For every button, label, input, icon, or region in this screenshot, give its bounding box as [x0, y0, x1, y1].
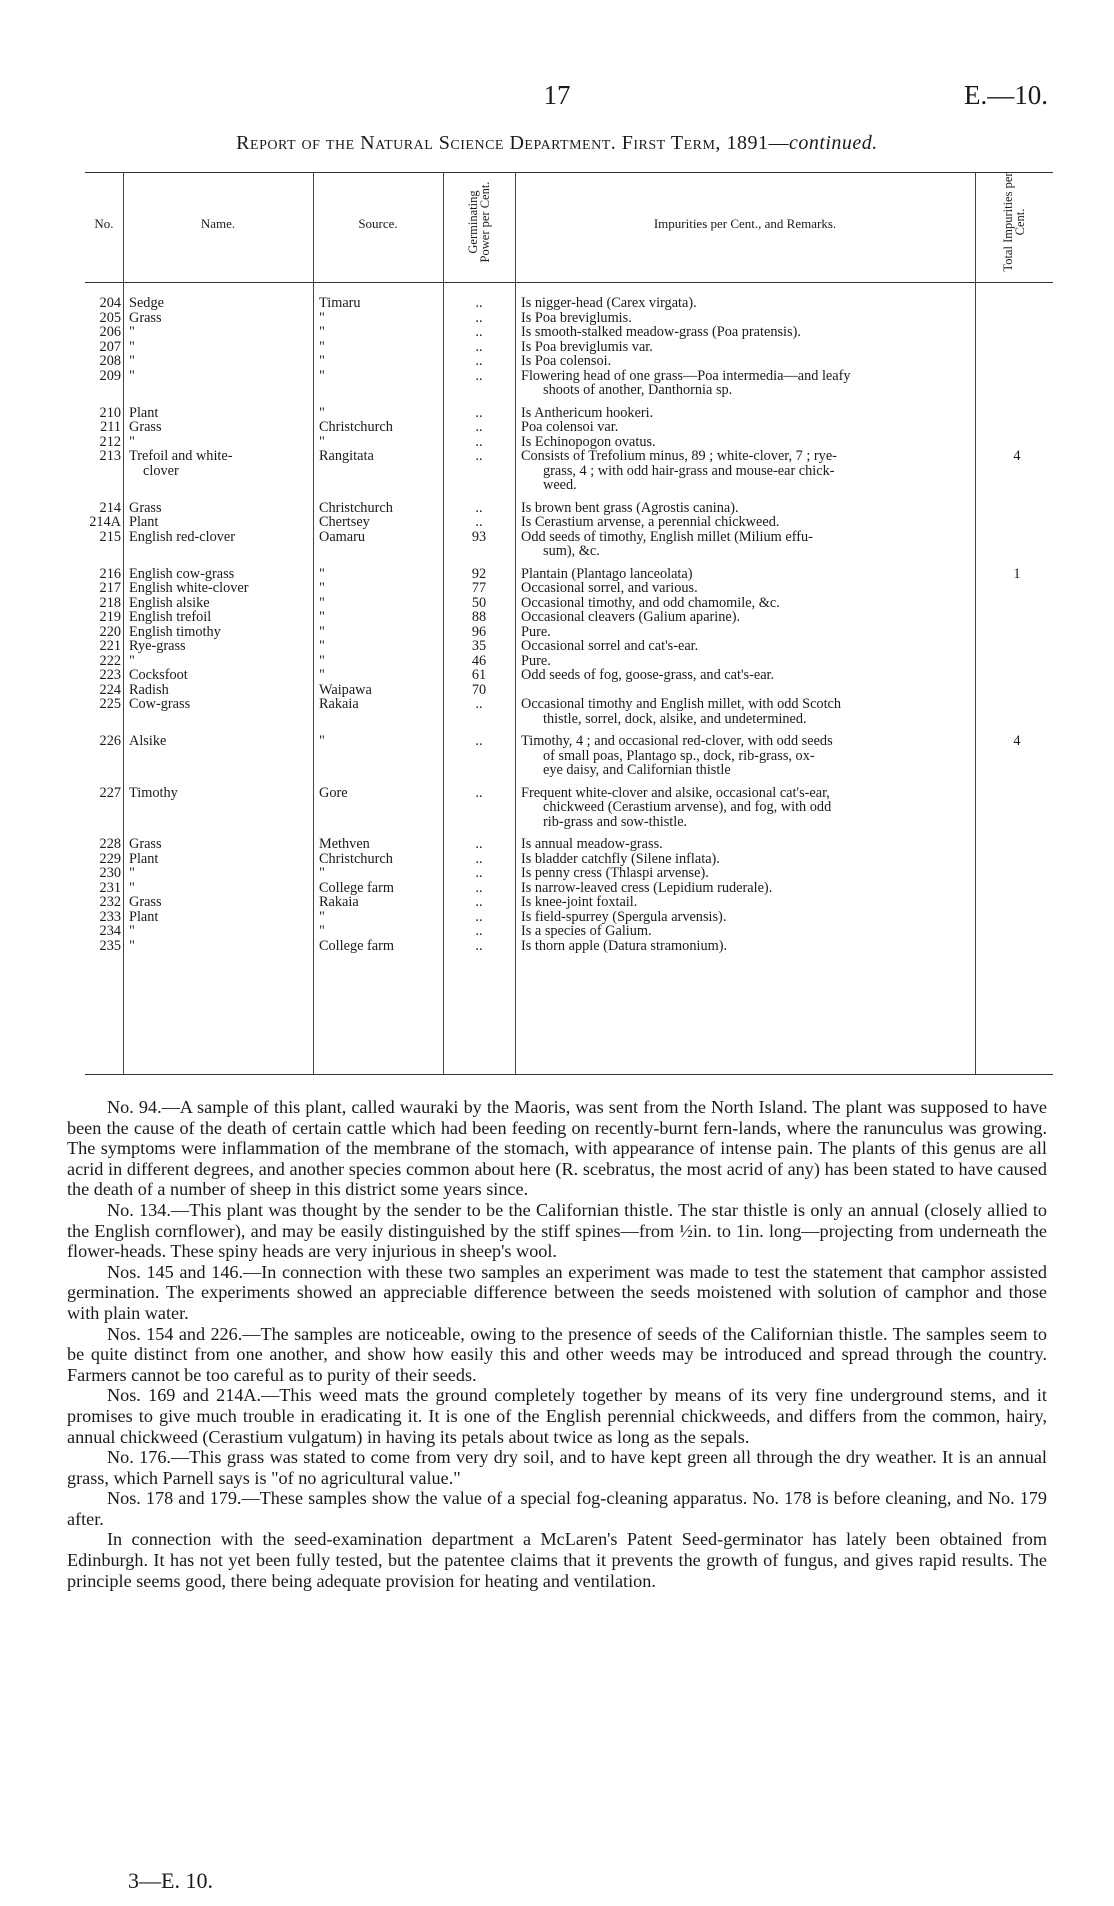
column-divider: [975, 172, 976, 1074]
row-germinating: ..: [475, 309, 483, 326]
row-germinating: 61: [471, 667, 487, 683]
report-title-year: 1891—: [726, 132, 789, 154]
row-name: ": [129, 353, 135, 369]
row-source: Christchurch: [319, 499, 393, 516]
row-name: Radish: [129, 681, 169, 698]
row-source: Gore: [319, 784, 348, 801]
row-number: 212: [99, 433, 121, 450]
row-source: ": [319, 865, 325, 881]
row-name: English trefoil: [129, 609, 212, 625]
row-number: 224: [99, 681, 121, 698]
row-germinating: ..: [475, 733, 483, 749]
row-name: Rye-grass: [129, 638, 186, 654]
row-number: 217: [99, 580, 121, 596]
row-remarks: Pure.: [521, 652, 551, 669]
column-divider: [515, 172, 516, 1074]
row-name: ": [129, 937, 135, 954]
row-remarks: Is smooth-stalked meadow-grass (Poa pratensis).: [521, 324, 801, 340]
row-number: 206: [99, 324, 121, 340]
row-remarks: Is Echinopogon ovatus.: [521, 433, 656, 450]
row-source: Waipawa: [319, 681, 372, 698]
row-source: ": [319, 353, 325, 369]
row-number: 235: [99, 937, 121, 954]
row-source: Rakaia: [319, 894, 359, 910]
row-germinating: ..: [475, 696, 483, 712]
row-name: Plant: [129, 514, 159, 530]
row-number: 220: [99, 623, 121, 640]
row-name: ": [129, 324, 135, 340]
row-total: 4: [1013, 448, 1021, 464]
row-number: 211: [100, 419, 121, 435]
row-germinating: ..: [475, 433, 483, 450]
row-number: 230: [99, 865, 121, 881]
row-source: ": [319, 623, 325, 640]
row-number: 218: [99, 594, 121, 611]
row-remarks: Odd seeds of timothy, English millet (Milium effu-: [521, 528, 813, 545]
row-total: 4: [1013, 733, 1021, 749]
row-number: 207: [99, 338, 121, 355]
row-germinating: 35: [471, 638, 487, 654]
col-header-source: Source.: [358, 216, 398, 231]
row-name: ": [129, 923, 135, 939]
row-remarks: Is nigger-head (Carex virgata).: [521, 295, 697, 311]
row-source: ": [319, 404, 325, 421]
row-name: Cow-grass: [129, 696, 191, 712]
report-title-text: Report of the Natural Science Department. First Term,: [236, 132, 721, 154]
row-remarks: Occasional timothy, and odd chamomile, &c.: [521, 594, 780, 611]
row-name: Plant: [129, 850, 159, 867]
row-remarks-cont: eye daisy, and Californian thistle: [543, 762, 731, 778]
row-source: ": [319, 638, 325, 654]
row-remarks: Timothy, 4 ; and occasional red-clover, with odd seeds: [521, 733, 833, 749]
row-source: Christchurch: [319, 850, 393, 867]
row-germinating: ..: [475, 338, 483, 355]
row-remarks-cont: shoots of another, Danthornia sp.: [543, 382, 733, 398]
row-total: 1: [1013, 565, 1021, 582]
seed-table: [85, 168, 1053, 1078]
row-germinating: ..: [475, 937, 483, 954]
row-germinating: ..: [475, 295, 483, 311]
col-header-name: Name.: [200, 216, 236, 231]
document-code: E.—10.: [964, 80, 1048, 110]
note-paragraph: No. 134.—This plant was thought by the sender to be the Californian thistle. The star thistle is only an annual (closely allied to the English cornflower), and may be easily distinguished by the stiff spines—from ½in. to 1in. long—projecting from underneath the flower-heads. These spiny heads are very injurious in sheep's wool.: [67, 1199, 1047, 1262]
note-paragraph: Nos. 178 and 179.—These samples show the value of a special fog-cleaning apparatus. No. 178 is before cleaning, and No. 179 after.: [67, 1488, 1047, 1529]
note-paragraph: No. 176.—This grass was stated to come from very dry soil, and to have kept green all through the dry weather. It is an annual grass, which Parnell says is "of no agricultural value.": [67, 1447, 1047, 1488]
row-remarks: Plantain (Plantago lanceolata): [521, 565, 693, 582]
row-number: 204: [99, 295, 121, 311]
row-source: Rakaia: [319, 696, 359, 712]
row-germinating: 77: [471, 580, 487, 596]
report-title-continued: continued.: [788, 132, 878, 154]
row-remarks: Consists of Trefolium minus, 89 ; white-clover, 7 ; rye-: [521, 448, 837, 464]
row-germinating: ..: [475, 879, 483, 896]
row-remarks: Pure.: [521, 623, 551, 640]
row-remarks-cont: sum), &c.: [543, 543, 600, 559]
row-name: English timothy: [129, 623, 221, 640]
row-name-cont: clover: [143, 462, 179, 479]
row-name: ": [129, 652, 135, 669]
row-remarks: Occasional timothy and English millet, with odd Scotch: [521, 696, 842, 712]
row-number: 234: [99, 923, 121, 939]
report-title: [0, 132, 1114, 155]
row-number: 226: [99, 733, 121, 749]
row-germinating: 93: [471, 528, 487, 545]
row-number: 223: [99, 667, 121, 683]
row-name: ": [129, 879, 135, 896]
row-remarks: Is penny cress (Thlaspi arvense).: [521, 865, 709, 881]
row-germinating: ..: [475, 865, 483, 881]
row-remarks-cont: grass, 4 ; with odd hair-grass and mouse-ear chick-: [543, 462, 835, 479]
table-bottom-rule: [85, 1074, 1053, 1075]
col-header-no: No.: [94, 216, 114, 231]
notes-section: [67, 1097, 1047, 1591]
row-name: English cow-grass: [129, 565, 235, 582]
row-remarks: Is bladder catchfly (Silene inflata).: [521, 850, 720, 867]
row-number: 210: [99, 404, 121, 421]
row-number: 229: [99, 850, 121, 867]
row-number: 231: [99, 879, 121, 896]
row-germinating: ..: [475, 784, 483, 801]
note-paragraph: Nos. 145 and 146.—In connection with these two samples an experiment was made to test the statement that camphor assisted germination. The experiments showed an appreciable difference between the seeds moistened with solution of camphor and those with plain water.: [67, 1261, 1047, 1323]
row-source: Oamaru: [319, 528, 366, 545]
row-name: Cocksfoot: [129, 667, 188, 683]
row-source: ": [319, 324, 325, 340]
row-remarks-cont: weed.: [543, 477, 577, 493]
row-remarks-cont: thistle, sorrel, dock, alsike, and undetermined.: [543, 710, 807, 727]
row-remarks: Occasional sorrel and cat's-ear.: [521, 638, 699, 654]
row-germinating: ..: [475, 353, 483, 369]
row-source: College farm: [319, 879, 395, 896]
row-number: 233: [99, 908, 121, 925]
row-source: ": [319, 594, 325, 611]
row-germinating: ..: [475, 404, 483, 421]
row-source: ": [319, 338, 325, 355]
row-germinating: ..: [475, 514, 483, 530]
row-source: Methven: [319, 836, 370, 852]
note-paragraph: Nos. 169 and 214A.—This weed mats the ground completely together by means of its very fine underground stems, and it promises to give much trouble in eradicating it. It is one of the English perennial chickweeds, and differs from the common, hairy, annual chickweed (Cerastium vulgatum) in having its petals about twice as long as the sepals.: [67, 1385, 1047, 1447]
row-remarks: Is Poa breviglumis.: [521, 309, 632, 326]
row-germinating: 70: [471, 681, 487, 698]
row-remarks: Occasional cleavers (Galium aparine).: [521, 609, 741, 625]
col-header-total: Total Impurities per Cent.: [1001, 172, 1027, 272]
row-source: ": [319, 309, 325, 326]
row-remarks: Is Poa colensoi.: [521, 353, 612, 369]
row-name: English alsike: [129, 594, 210, 611]
row-remarks: Occasional sorrel, and various.: [521, 580, 698, 596]
row-number: 222: [99, 652, 121, 669]
row-germinating: 46: [471, 652, 487, 669]
row-source: Timaru: [319, 295, 361, 311]
row-remarks: Is Cerastium arvense, a perennial chickweed.: [521, 514, 780, 530]
row-remarks: Flowering head of one grass—Poa intermedia—and leafy: [521, 367, 851, 384]
row-germinating: ..: [475, 908, 483, 925]
row-name: Grass: [129, 499, 162, 516]
row-source: ": [319, 565, 325, 582]
row-remarks: Poa colensoi var.: [521, 419, 619, 435]
row-source: Christchurch: [319, 419, 393, 435]
column-divider: [313, 172, 314, 1074]
row-name: ": [129, 865, 135, 881]
row-name: Sedge: [129, 295, 164, 311]
row-number: 209: [99, 367, 121, 384]
row-number: 228: [99, 836, 121, 852]
row-source: ": [319, 733, 325, 749]
row-number: 205: [99, 309, 121, 326]
row-source: ": [319, 923, 325, 939]
row-name: English red-clover: [129, 528, 235, 545]
column-divider: [443, 172, 444, 1074]
note-paragraph: Nos. 154 and 226.—The samples are noticeable, owing to the presence of seeds of the Californian thistle. The samples seem to be quite distinct from one another, and show how easily this and other weeds may be introduced and spread through the country. Farmers cannot be too careful as to purity of their seeds.: [67, 1323, 1047, 1385]
row-germinating: ..: [475, 367, 483, 384]
row-germinating: ..: [475, 836, 483, 852]
row-germinating: ..: [475, 419, 483, 435]
row-name: Plant: [129, 404, 159, 421]
row-name: Timothy: [129, 784, 178, 801]
row-source: Rangitata: [319, 448, 374, 464]
row-remarks: Odd seeds of fog, goose-grass, and cat's-ear.: [521, 667, 775, 683]
row-germinating: 96: [471, 623, 487, 640]
row-remarks: Is field-spurrey (Spergula arvensis).: [521, 908, 727, 925]
row-number: 221: [99, 638, 121, 654]
row-germinating: ..: [475, 448, 483, 464]
row-remarks-cont: rib-grass and sow-thistle.: [543, 813, 688, 830]
row-number: 214A: [89, 514, 121, 530]
row-remarks: Is annual meadow-grass.: [521, 836, 663, 852]
table-header-rule: [85, 282, 1053, 283]
row-number: 215: [99, 528, 121, 545]
row-number: 208: [99, 353, 121, 369]
row-name: ": [129, 338, 135, 355]
col-header-germinating: Germinating Power per Cent.: [466, 181, 492, 263]
row-name: Trefoil and white-: [129, 448, 233, 464]
row-name: Plant: [129, 908, 159, 925]
row-source: Chertsey: [319, 514, 370, 530]
row-source: College farm: [319, 937, 395, 954]
row-germinating: 92: [471, 565, 487, 582]
column-divider: [123, 172, 124, 1074]
row-remarks: Is a species of Galium.: [521, 923, 652, 939]
row-germinating: 88: [471, 609, 487, 625]
row-name: Grass: [129, 419, 162, 435]
row-source: ": [319, 580, 325, 596]
row-source: ": [319, 908, 325, 925]
row-remarks: Frequent white-clover and alsike, occasional cat's-ear,: [521, 784, 830, 801]
row-remarks: Is Anthericum hookeri.: [521, 404, 654, 421]
row-germinating: ..: [475, 499, 483, 516]
row-remarks-cont: chickweed (Cerastium arvense), and fog, with odd: [543, 799, 832, 815]
note-paragraph: In connection with the seed-examination department a McLaren's Patent Seed-germinator has lately been obtained from Edinburgh. It has not yet been fully tested, but the patentee claims that it prevents the growth of fungus, and gives rapid results. The principle seems good, there being adequate provision for heating and ventilation.: [67, 1529, 1047, 1591]
col-header-remarks: Impurities per Cent., and Remarks.: [653, 216, 837, 231]
row-name: ": [129, 433, 135, 450]
row-number: 232: [99, 894, 121, 910]
row-source: ": [319, 367, 325, 384]
row-remarks: Is knee-joint foxtail.: [521, 894, 638, 910]
row-remarks: Is Poa breviglumis var.: [521, 338, 653, 355]
row-number: 219: [99, 609, 121, 625]
row-germinating: 50: [471, 594, 487, 611]
row-name: Grass: [129, 309, 162, 326]
row-remarks: Is thorn apple (Datura stramonium).: [521, 937, 728, 954]
row-remarks: Is narrow-leaved cress (Lepidium ruderale).: [521, 879, 773, 896]
row-name: Grass: [129, 894, 162, 910]
row-source: ": [319, 433, 325, 450]
note-paragraph: No. 94.—A sample of this plant, called wauraki by the Maoris, was sent from the North Island. The plant was supposed to have been the cause of the death of certain cattle which had been feeding on recently-burnt fern-lands, where the ranunculus was growing. The symptoms were inflammation of the membrane of the stomach, with appearance of intense pain. The plants of this genus are all acrid in different degrees, and another species common about here (R. scebratus, the most acrid of any) has been stated to have caused the death of a number of sheep in this district some years since.: [67, 1097, 1047, 1200]
row-germinating: ..: [475, 324, 483, 340]
row-number: 225: [99, 696, 121, 712]
row-germinating: ..: [475, 923, 483, 939]
row-name: English white-clover: [129, 580, 249, 596]
row-name: Alsike: [129, 733, 167, 749]
row-germinating: ..: [475, 850, 483, 867]
row-name: Grass: [129, 836, 162, 852]
table-top-rule: [85, 172, 1053, 173]
row-number: 214: [99, 499, 121, 516]
row-germinating: ..: [475, 894, 483, 910]
row-remarks-cont: of small poas, Plantago sp., dock, rib-grass, ox-: [543, 747, 815, 764]
row-name: ": [129, 367, 135, 384]
row-source: ": [319, 609, 325, 625]
page-signature: 3—E. 10.: [128, 1868, 213, 1893]
row-source: ": [319, 667, 325, 683]
row-number: 213: [99, 448, 121, 464]
row-number: 227: [99, 784, 121, 801]
row-remarks: Is brown bent grass (Agrostis canina).: [521, 499, 739, 516]
row-number: 216: [99, 565, 121, 582]
page-number: 17: [543, 80, 571, 110]
row-source: ": [319, 652, 325, 669]
